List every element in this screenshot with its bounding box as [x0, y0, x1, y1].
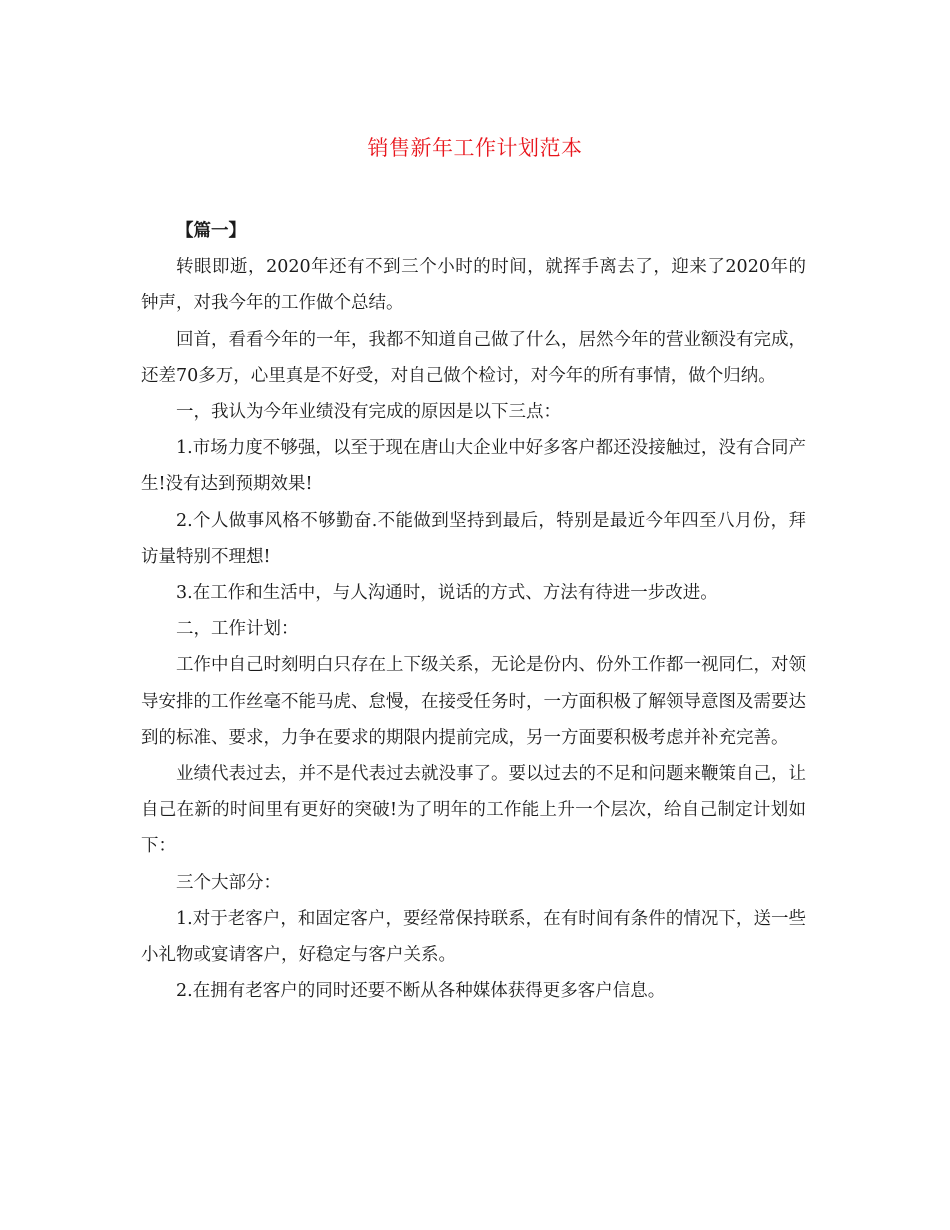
paragraph: 1.对于老客户，和固定客户，要经常保持联系，在有时间有条件的情况下，送一些小礼物或宴请客户，好稳定与客户关系。 — [141, 908, 806, 966]
paragraph: 回首，看看今年的一年，我都不知道自己做了什么，居然今年的营业额没有完成，还差70多万，心里真是不好受，对自己做个检讨，对今年的所有事情，做个归纳。 — [141, 329, 806, 386]
paragraph: 3.在工作和生活中，与人沟通时，说话的方式、方法有待进一步改进。 — [176, 583, 718, 604]
document-body — [141, 213, 806, 1009]
document-title: 销售新年工作计划范本 — [367, 136, 583, 160]
paragraph: 2.在拥有老客户的同时还要不断从各种媒体获得更多客户信息。 — [176, 981, 666, 1002]
paragraph: 二，工作计划： — [176, 619, 299, 640]
section-heading: 【篇一】 — [176, 221, 246, 241]
paragraph: 业绩代表过去，并不是代表过去就没事了。要以过去的不足和问题来鞭策自己，让自己在新的时间里有更好的突破!为了明年的工作能上升一个层次，给自己制定计划如下： — [141, 764, 806, 857]
paragraph: 工作中自己时刻明白只存在上下级关系，无论是份内、份外工作都一视同仁，对领导安排的工作丝毫不能马虎、怠慢，在接受任务时，一方面积极了解领导意图及需要达到的标准、要求，力争在要求的期限内提前完成，另一方面要积极考虑并补充完善。 — [141, 655, 806, 748]
paragraph: 一，我认为今年业绩没有完成的原因是以下三点： — [176, 402, 561, 423]
paragraph: 三个大部分： — [176, 872, 281, 893]
paragraph: 转眼即逝，2020年还有不到三个小时的时间，就挥手离去了，迎来了2020年的钟声，对我今年的工作做个总结。 — [141, 257, 806, 314]
paragraph: 1.市场力度不够强，以至于现在唐山大企业中好多客户都还没接触过，没有合同产生!没有达到预期效果! — [141, 438, 806, 495]
paragraph: 2.个人做事风格不够勤奋.不能做到坚持到最后，特别是最近今年四至八月份，拜访量特别不理想! — [141, 510, 806, 567]
